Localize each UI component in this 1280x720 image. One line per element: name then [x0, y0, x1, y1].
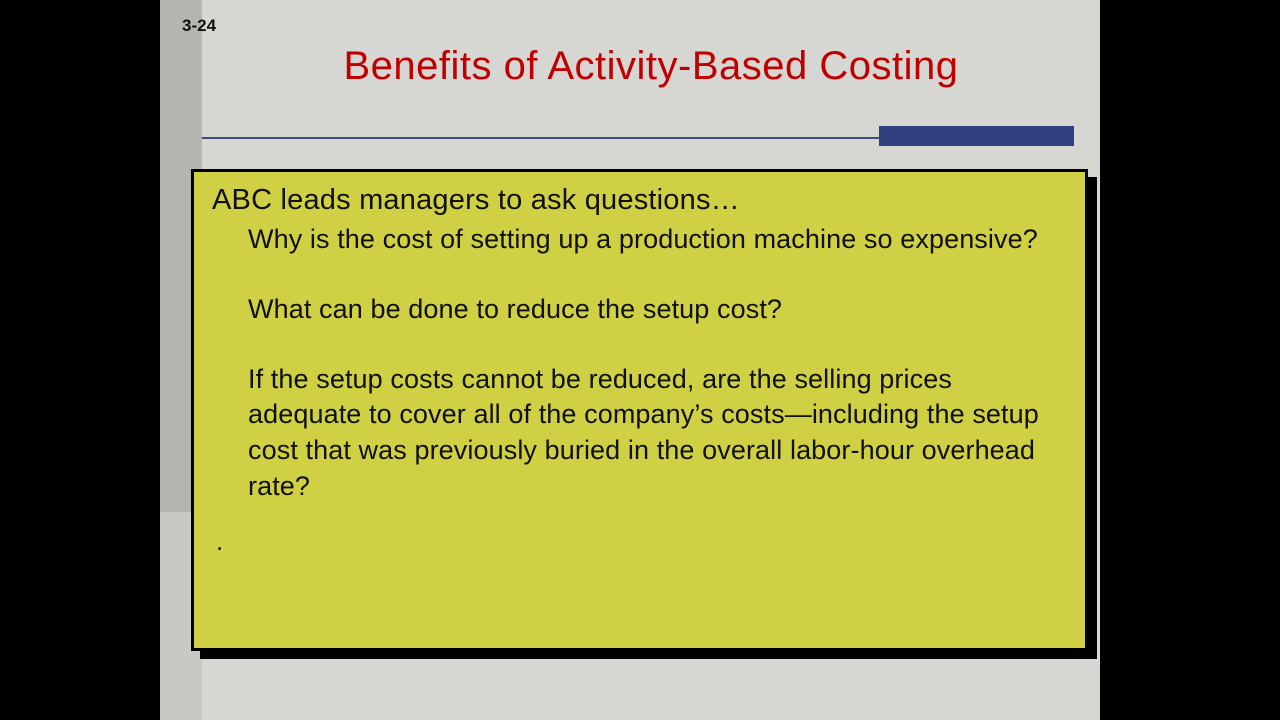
page-title: Benefits of Activity-Based Costing — [343, 44, 959, 88]
question-3: If the setup costs cannot be reduced, are the selling prices adequate to cover all of the company’s costs—including the setup cost that was previously buried in the overall labor-hour overhead rate? — [248, 363, 1039, 501]
content-lead-in: ABC leads managers to ask questions… — [212, 184, 740, 216]
spacer-2 — [204, 328, 1067, 362]
trailing-mark: . — [216, 526, 224, 557]
content-box-inner — [194, 172, 1085, 648]
spacer-1 — [204, 258, 1067, 292]
slide-number: 3-24 — [182, 16, 217, 35]
question-1: Why is the cost of setting up a production machine so expensive? — [248, 224, 1038, 255]
content-box — [191, 169, 1088, 651]
question-2: What can be done to reduce the setup cost? — [248, 294, 783, 325]
title-divider-accent-block — [879, 126, 1074, 146]
